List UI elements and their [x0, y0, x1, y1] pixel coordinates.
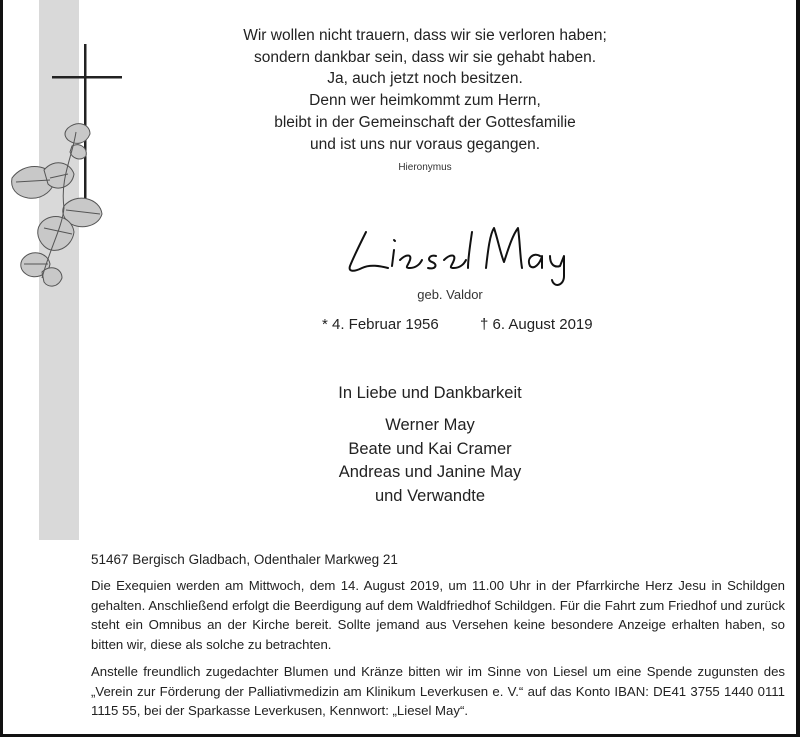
poem-line: bleibt in der Gemeinschaft der Gottesfamilie — [274, 113, 576, 131]
poem-line: und ist uns nur voraus gegangen. — [309, 135, 541, 153]
mourners-list — [300, 414, 560, 508]
address: 51467 Bergisch Gladbach, Odenthaler Markweg 21 — [91, 552, 398, 567]
poem — [160, 25, 690, 155]
donation-request: Anstelle freundlich zugedachter Blumen und Kränze bitten wir im Sinne von Liesel um eine Spende zugunsten des „Verein zur Förderung der Palliativmedizin am Klinikum Leverkusen e. V.“ auf das Konto IBAN: DE41 3755 1440 0111 1115 55, bei der Sparkasse Leverkusen, Kennwort: „Liesel May“. — [91, 664, 785, 719]
birth-name: geb. Valdor — [417, 287, 483, 302]
death-date: † 6. August 2019 — [480, 316, 593, 333]
deceased-name-signature — [340, 210, 590, 290]
poem-line: Ja, auch jetzt noch besitzen. — [327, 70, 523, 88]
poem-line: sondern dankbar sein, dass wir sie gehabt haben. — [253, 48, 597, 66]
mourner: Werner May — [385, 416, 475, 434]
funeral-details: Die Exequien werden am Mittwoch, dem 14. August 2019, um 11.00 Uhr in der Pfarrkirche Herz Jesu in Schildgen gehalten. Anschließend erfolgt die Beerdigung auf dem Waldfriedhof Schildgen. Für die Fahrt zum Friedhof und zurück steht ein Omnibus an der Kirche bereit. Sollte jemand aus Versehen keine besondere Anzeige erhalten haben, so bitten wir, diese als solche zu betrachten. — [91, 578, 785, 652]
dedication: In Liebe und Dankbarkeit — [338, 384, 522, 402]
ivy-leaves-icon — [6, 118, 106, 303]
poem-line: Denn wer heimkommt zum Herrn, — [309, 92, 541, 110]
mourner: Andreas und Janine May — [338, 463, 522, 481]
poem-author: Hieronymus — [398, 162, 452, 173]
mourner: Beate und Kai Cramer — [348, 439, 512, 458]
poem-line: Wir wollen nicht trauern, dass wir sie verloren haben; — [243, 27, 607, 44]
birth-date: * 4. Februar 1956 — [322, 316, 439, 333]
mourner: und Verwandte — [374, 486, 486, 505]
